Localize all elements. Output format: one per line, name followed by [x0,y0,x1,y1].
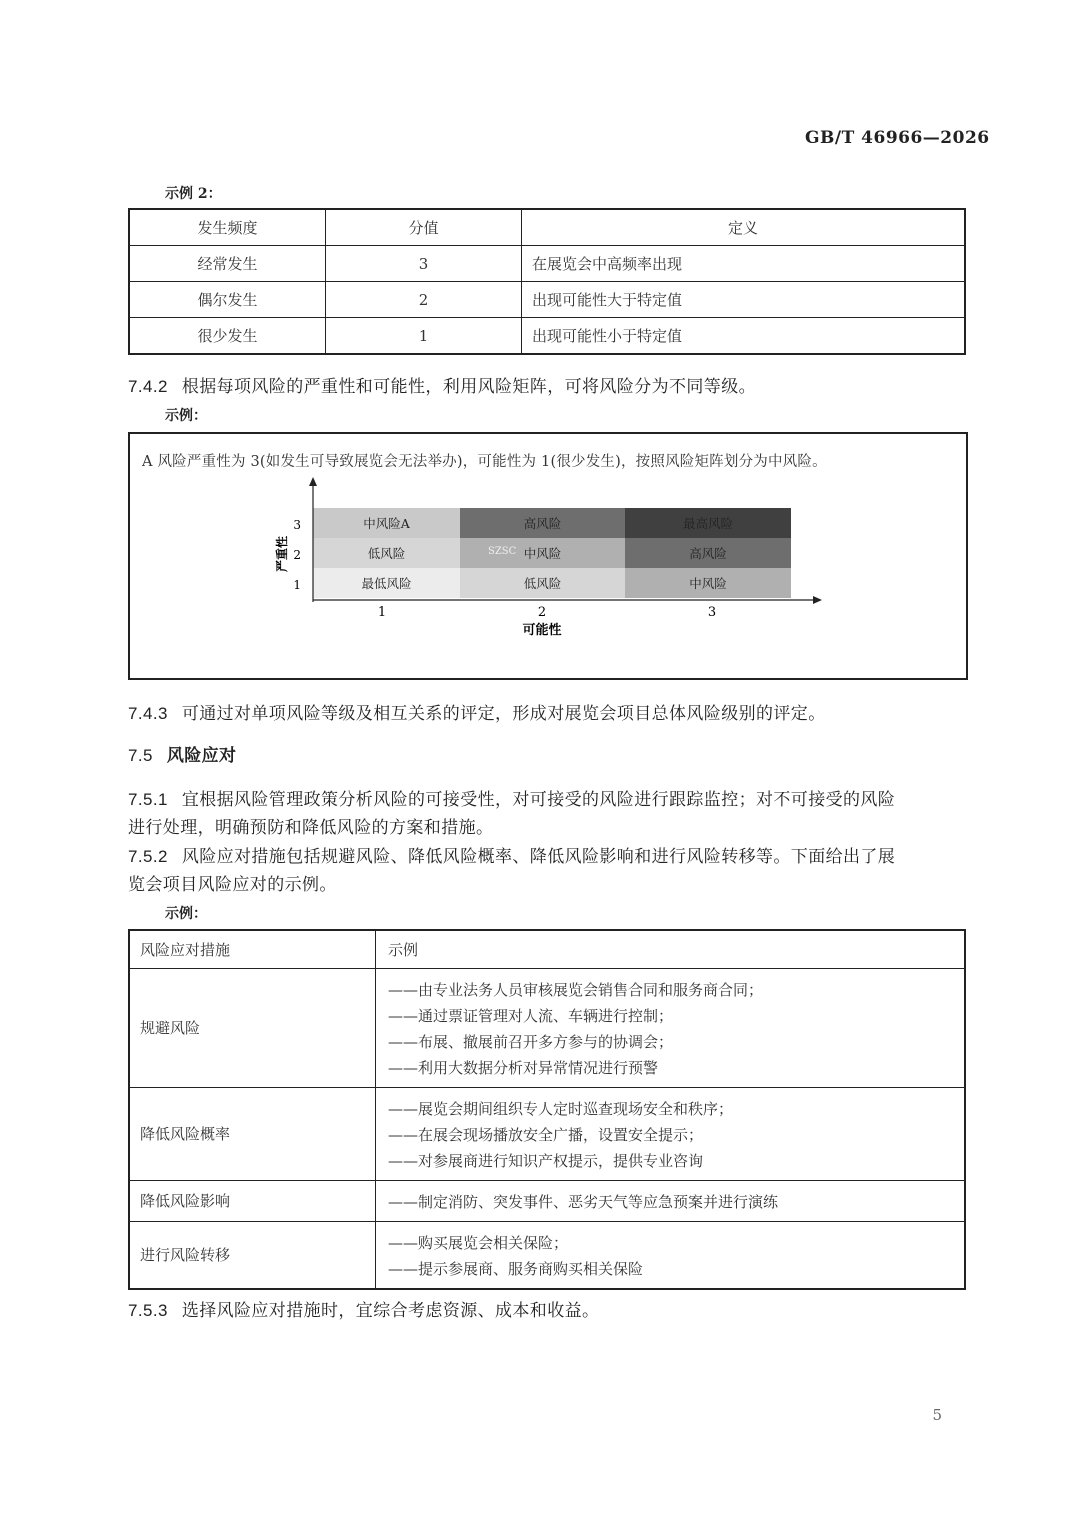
table-cell: 3 [326,246,522,282]
example-item: ——对参展商进行知识产权提示，提供专业咨询 [388,1151,704,1170]
clause-number: 7.4.3 [128,704,168,723]
clause-number: 7.5.2 [128,847,168,866]
example-item: ——通过票证管理对人流、车辆进行控制； [388,1006,674,1025]
risk-matrix-figure [130,434,966,678]
matrix-cell-label: 最高风险 [682,516,734,531]
table-cell: 1 [326,318,522,355]
risk-matrix-example [128,432,968,680]
section-7-5-heading [128,742,236,770]
clause-text: 风险应对措施包括规避风险、降低风险概率、降低风险影响和进行风险转移等。下面给出了展 [181,847,896,867]
x-tick-label: 3 [707,605,717,620]
table-cell: 偶尔发生 [129,282,326,318]
matrix-cell-label: 高风险 [689,546,727,561]
table-row [129,1221,965,1289]
table-row [129,1180,965,1221]
x-tick-label: 1 [377,605,387,620]
clause-text: 根据每项风险的严重性和可能性，利用风险矩阵，可将风险分为不同等级。 [181,377,757,397]
matrix-cell-label: 中风险 [523,546,562,561]
y-tick-label: 1 [293,578,301,592]
table-header-cell: 分值 [326,209,522,246]
table-row [129,282,965,318]
clause-text: 览会项目风险应对的示例。 [128,875,337,895]
y-axis-arrow-icon [309,477,317,486]
clause-7-5-3 [128,1297,599,1325]
y-tick-label: 2 [293,548,301,562]
example-cell [376,968,966,1087]
table-header-cell: 发生频度 [129,209,326,246]
clause-7-5-1 [128,786,978,842]
clause-line [128,843,978,871]
matrix-cell-label: 最低风险 [361,576,412,591]
clause-text: 可通过对单项风险等级及相互关系的评定，形成对展览会项目总体风险级别的评定。 [181,704,826,724]
frequency-table [128,208,966,355]
clause-7-4-2 [128,373,756,401]
x-tick-label: 2 [537,605,547,620]
example-2-label: 示例 2： [165,186,222,202]
example-label: 示例： [165,408,207,424]
example-item: ——购买展览会相关保险； [388,1233,569,1252]
example-item: ——布展、撤展前召开多方参与的协调会； [388,1032,674,1051]
standard-code: GB/T 46966—2026 [805,128,990,148]
table-row [129,968,965,1087]
example-text: A 风险严重性为 3(如发生可导致展览会无法举办)，可能性为 1(很少发生)，按照风险矩阵划分为中风险。 [142,454,827,470]
table-header-cell: 定义 [522,209,966,246]
table-cell: 2 [326,282,522,318]
clause-text: 进行处理，明确预防和降低风险的方案和措施。 [128,818,494,838]
measure-cell: 进行风险转移 [129,1221,376,1289]
example-item: ——制定消防、突发事件、恶劣天气等应急预案并进行演练 [388,1192,779,1211]
risk-measures-table [128,929,966,1290]
table-cell: 出现可能性小于特定值 [522,318,966,355]
clause-number: 7.4.2 [128,377,168,396]
example-item: ——在展会现场播放安全广播，设置安全提示； [388,1125,704,1144]
matrix-cell-label: 高风险 [523,516,562,531]
matrix-cell-label: 低风险 [367,546,406,561]
page-number: 5 [932,1406,942,1424]
table-cell: 很少发生 [129,318,326,355]
example-item: ——提示参展商、服务商购买相关保险 [388,1259,644,1278]
section-title: 风险应对 [166,746,237,765]
clause-number: 7.5.1 [128,790,168,809]
clause-text: 宜根据风险管理政策分析风险的可接受性，对可接受的风险进行跟踪监控；对不可接受的风险 [181,790,896,810]
table-cell: 出现可能性大于特定值 [522,282,966,318]
table-row [129,1087,965,1180]
matrix-cell-label: 低风险 [523,576,562,591]
table-header-row [129,930,965,968]
y-tick-label: 3 [293,518,301,532]
clause-number: 7.5.3 [128,1301,168,1320]
clause-7-5-2 [128,843,978,899]
matrix-cell-label: 中风险 [689,576,727,591]
table-row [129,318,965,355]
y-axis-label: 严重性 [275,535,289,573]
table-header-cell: 风险应对措施 [129,930,376,968]
example-cell [376,1180,966,1221]
measure-cell: 规避风险 [129,968,376,1087]
x-axis-label: 可能性 [522,623,562,638]
example-label: 示例： [165,906,207,922]
example-item: ——展览会期间组织专人定时巡查现场安全和秩序； [388,1099,734,1118]
section-number: 7.5 [128,746,153,765]
table-cell: 在展览会中高频率出现 [522,246,966,282]
table-header-row [129,209,965,246]
watermark: SZSC [488,546,517,557]
table-cell: 经常发生 [129,246,326,282]
clause-text: 选择风险应对措施时，宜综合考虑资源、成本和收益。 [181,1301,600,1321]
table-row [129,246,965,282]
table-header-cell: 示例 [376,930,966,968]
example-item: ——利用大数据分析对异常情况进行预警 [388,1058,659,1077]
clause-line [128,786,978,814]
matrix-cell-label: 中风险A [363,516,410,531]
example-cell [376,1087,966,1180]
x-axis-arrow-icon [813,596,822,604]
example-item: ——由专业法务人员审核展览会销售合同和服务商合同； [388,980,764,999]
measure-cell: 降低风险影响 [129,1180,376,1221]
clause-7-4-3 [128,700,826,728]
example-cell [376,1221,966,1289]
measure-cell: 降低风险概率 [129,1087,376,1180]
